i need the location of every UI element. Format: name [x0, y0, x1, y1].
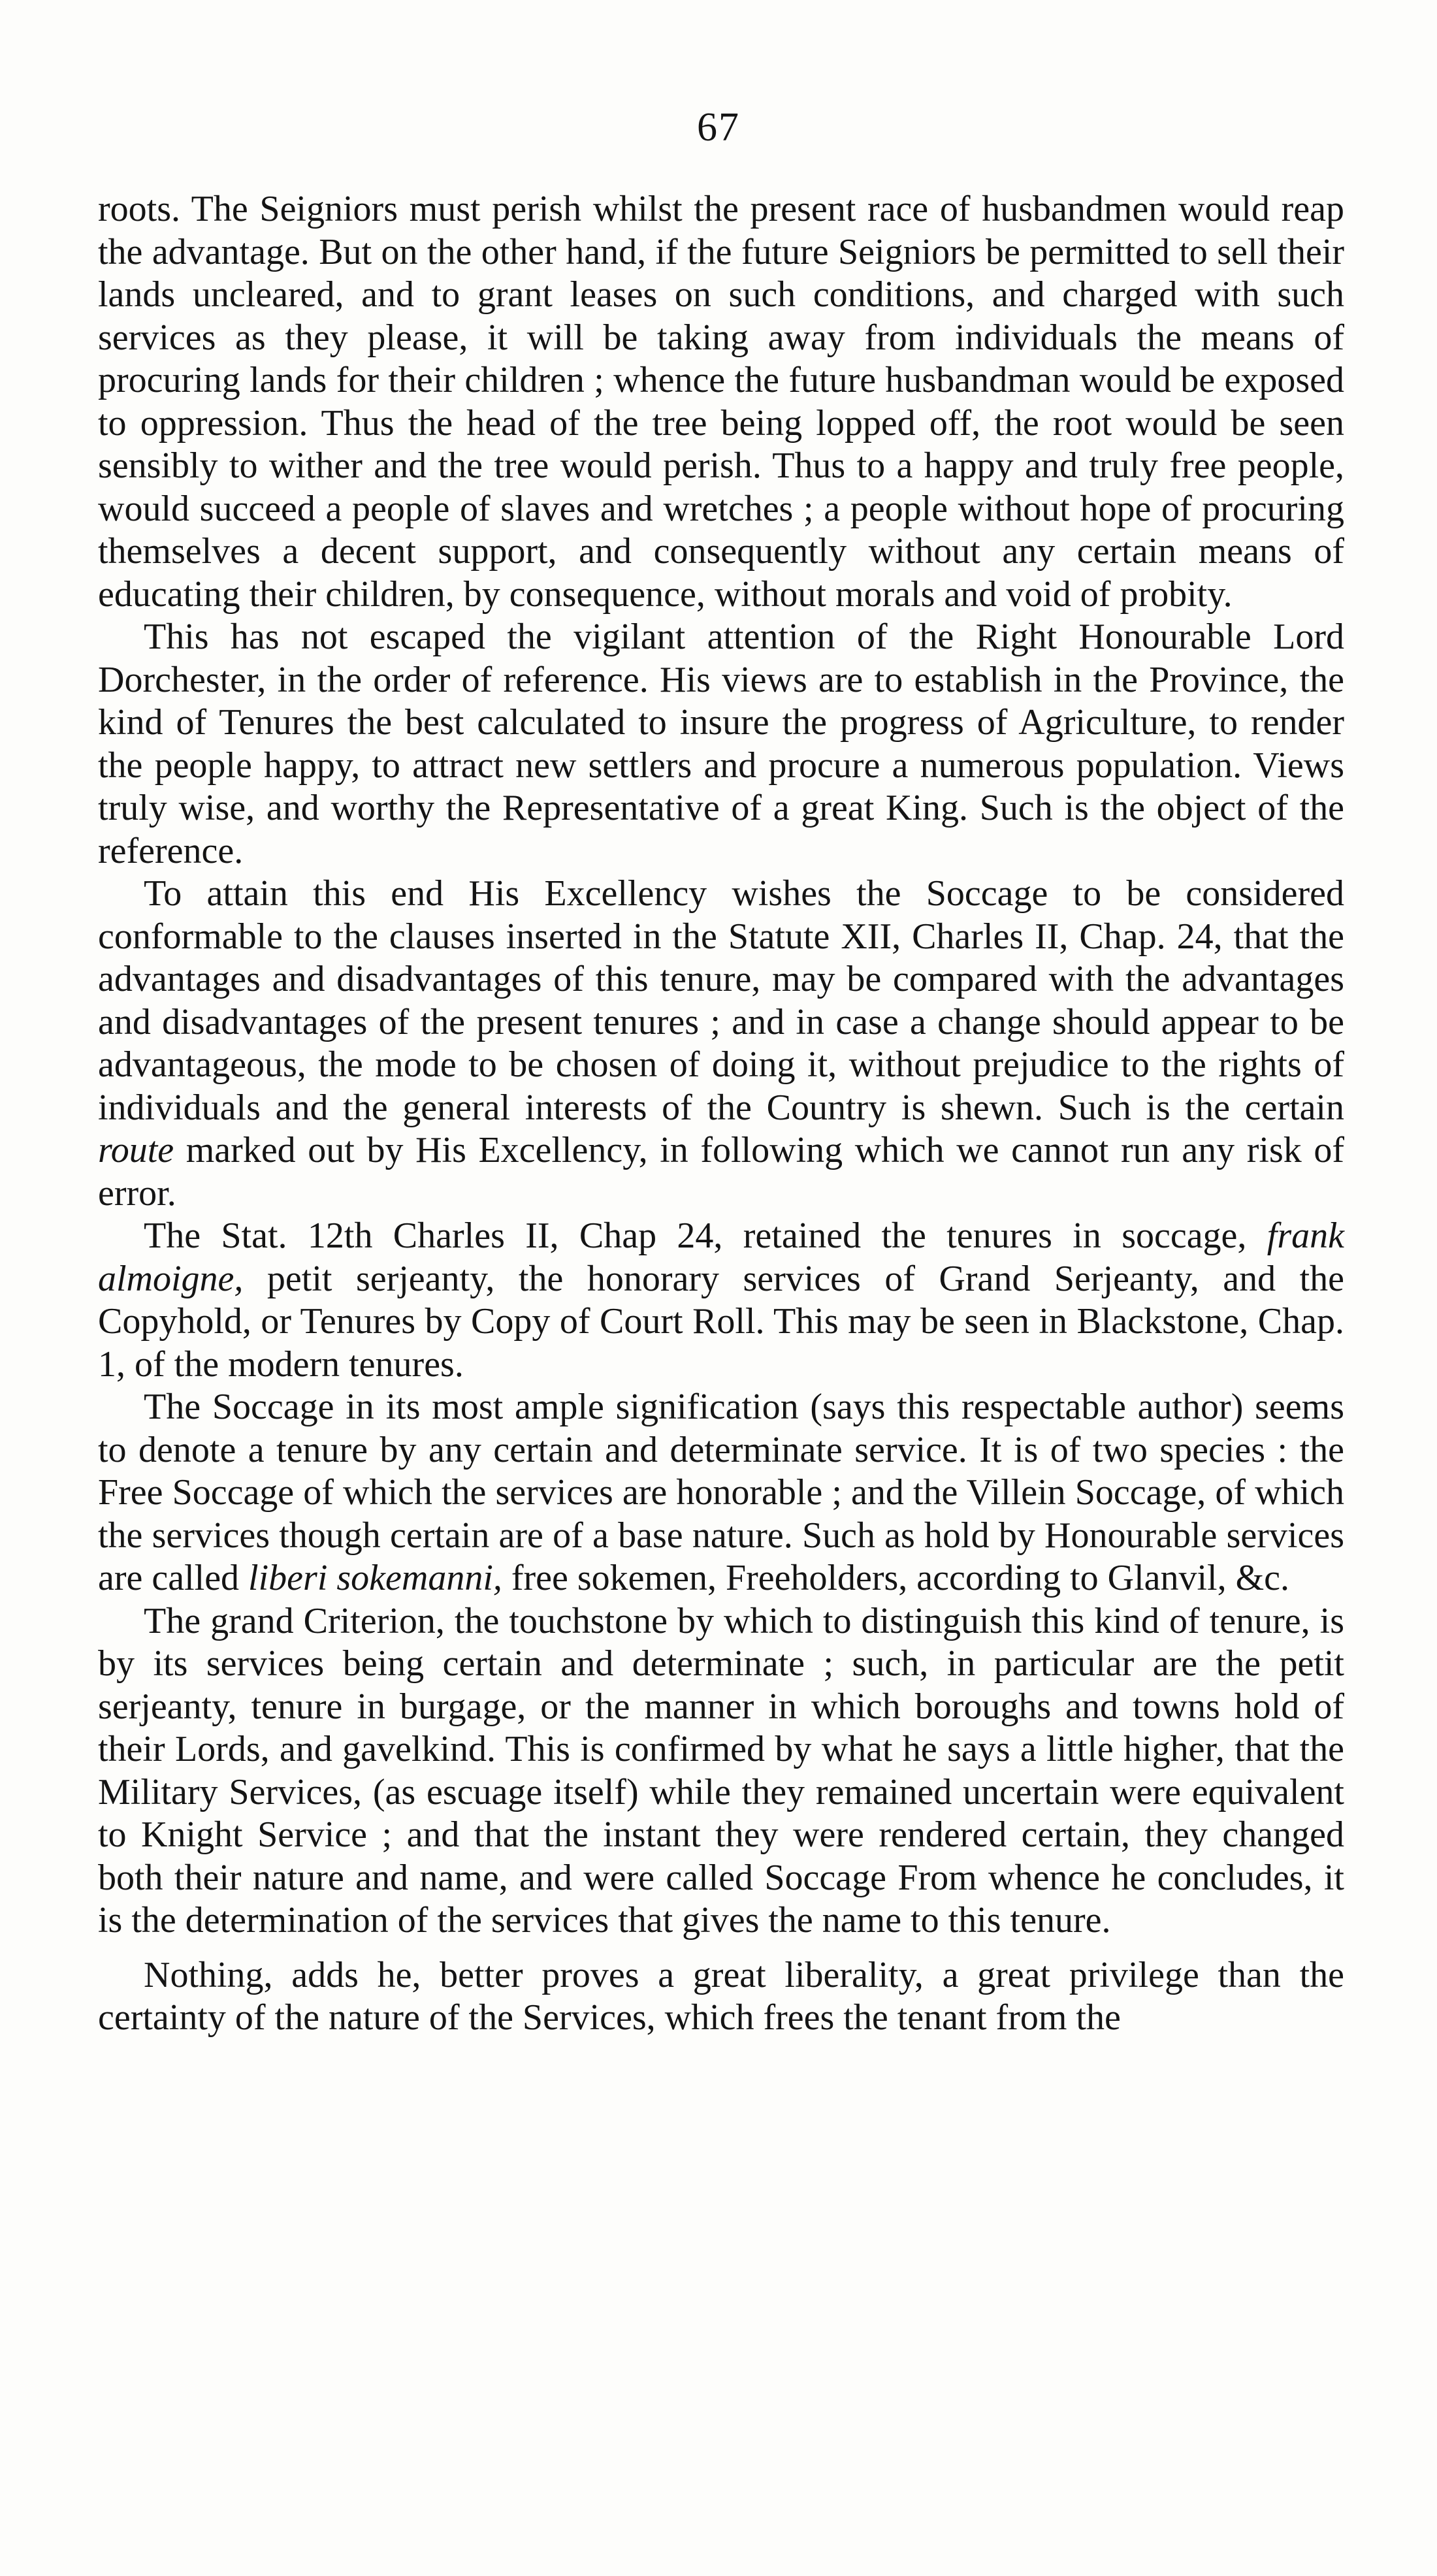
body-text — [98, 188, 1344, 2040]
paragraph-text: The Stat. 12th Charles II, Chap 24, retained the tenures in soccage, — [144, 1216, 1267, 1256]
paragraph-text: free sokemen, Freeholders, according to Glanvil, &c. — [502, 1558, 1290, 1598]
italic-text: liberi sokemanni, — [248, 1558, 502, 1598]
paragraph — [98, 873, 1344, 1215]
paragraph — [98, 1954, 1344, 2040]
paragraph-text: Nothing, adds he, better proves a great liberality, a great privilege than the certainty of the nature of the Services, which frees the tenant from the — [98, 1954, 1344, 2038]
page-number: 67 — [697, 105, 740, 150]
paragraph-text: This has not escaped the vigilant attention of the Right Honourable Lord Dorchester, in the order of reference. His views are to establish in the Province, the kind of Tenures the best calculated to insure the progress of Agriculture, to render the people happy, to attract new settlers and procure a numerous population. Views truly wise, and worthy the Representative of a great King. Such is the object of the reference. — [98, 617, 1344, 871]
paragraph — [98, 1386, 1344, 1600]
italic-text: frank almoigne, — [98, 1216, 1344, 1299]
paragraph-text: petit serjeanty, the honorary services of Grand Serjeanty, and the Copyhold, or Tenures by Copy of Court Roll. This may be seen in Blackstone, Chap. 1, of the modern tenures. — [98, 1258, 1344, 1385]
paragraph-text: The Soccage in its most ample signification (says this respectable author) seems to denote a tenure by any certain and determinate service. It is of two species : the Free Soccage of which the services are honorable ; and the Villein Soccage, of which the services though certain are of a base nature. Such as hold by Honourable services are called — [98, 1387, 1344, 1598]
paragraph-text: The grand Criterion, the touchstone by which to distinguish this kind of tenure, is by its services being certain and determinate ; such, in particular are the petit serjeanty, tenure in burgage, or the manner in which boroughs and towns hold of their Lords, and gavelkind. This is confirmed by what he says a little higher, that the Military Services, (as escuage itself) while they remained uncertain were equivalent to Knight Service ; and that the instant they were rendered certain, they changed both their nature and name, and were called Soccage From whence he concludes, it is the determination of the services that gives the name to this tenure. — [98, 1600, 1344, 1940]
paragraph-text: marked out by His Excellency, in following which we cannot run any risk of error. — [98, 1130, 1344, 1214]
paragraph — [98, 188, 1344, 616]
paragraph — [98, 616, 1344, 873]
paragraph — [98, 1215, 1344, 1386]
paragraph-text: roots. The Seigniors must perish whilst the present race of husbandmen would reap the advantage. But on the other hand, if the future Seigniors be permitted to sell their lands uncleared, and to grant leases on such conditions, and charged with such services as they please, it will be taking away from individuals the means of procuring lands for their children ; whence the future husbandman would be exposed to oppression. Thus the head of the tree being lopped off, the root would be seen sensibly to wither and the tree would perish. Thus to a happy and truly free people, would succeed a people of slaves and wretches ; a people without hope of procuring themselves a decent support, and consequently without any certain means of educating their children, by consequence, without morals and void of probity. — [98, 189, 1344, 615]
paragraph — [98, 1600, 1344, 1942]
paragraph-text: To attain this end His Excellency wishes the Soccage to be considered conformable to the clauses inserted in the Statute XII, Charles II, Chap. 24, that the advantages and disadvantages of this tenure, may be compared with the advantages and disadvantages of the present tenures ; and in case a change should appear to be advantageous, the mode to be chosen of doing it, without prejudice to the rights of individuals and the general interests of the Country is shewn. Such is the certain — [98, 873, 1344, 1128]
italic-text: route — [98, 1130, 174, 1170]
